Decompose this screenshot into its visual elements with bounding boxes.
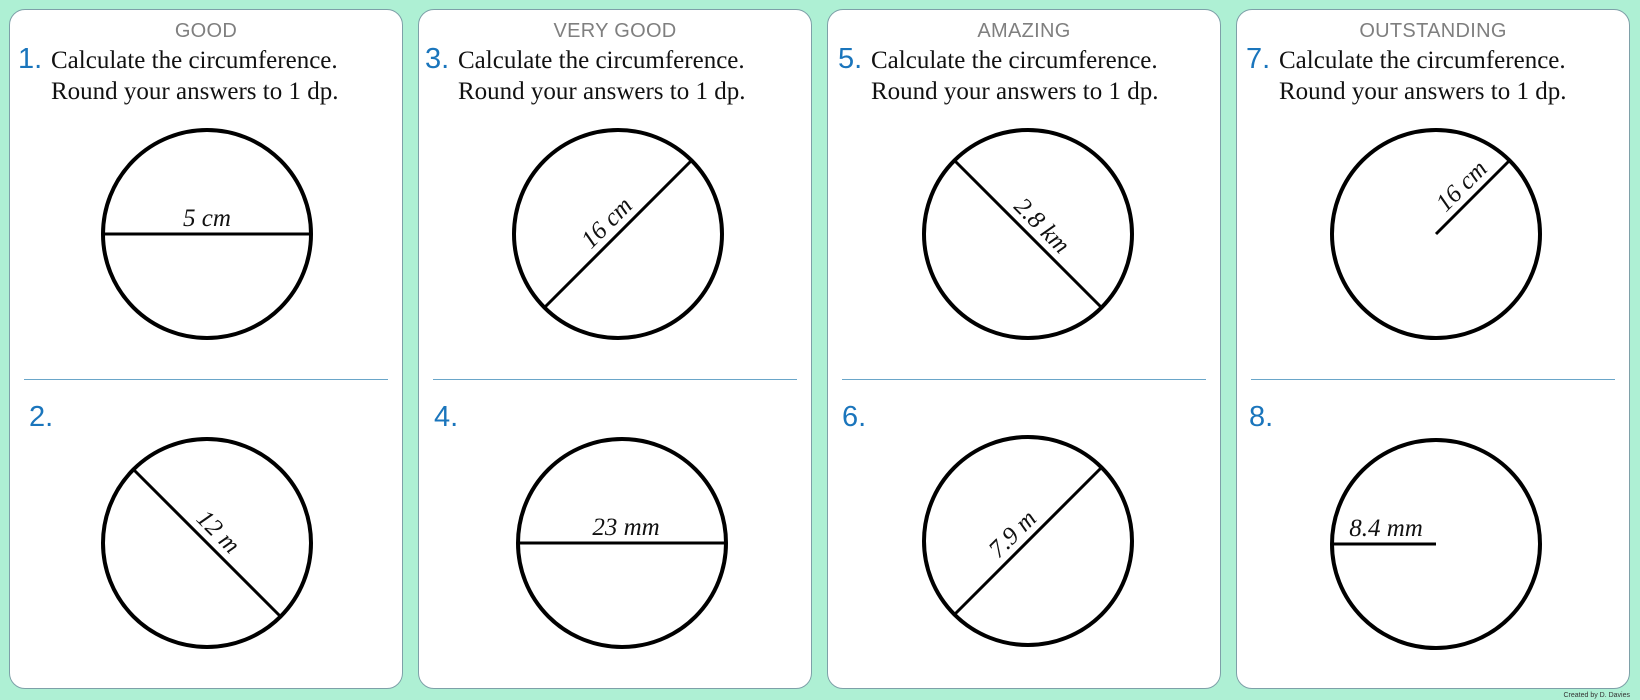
- measurement-label: 7.9 m: [983, 505, 1042, 564]
- question-number: 1.: [18, 43, 43, 75]
- instruction-line-2: Round your answers to 1 dp.: [51, 78, 339, 105]
- question-text: [51, 45, 338, 107]
- instruction-line-2: Round your answers to 1 dp.: [1279, 78, 1567, 105]
- circle-diagram: [908, 114, 1148, 354]
- divider: [1251, 379, 1615, 380]
- measurement-label: 12 m: [190, 505, 245, 560]
- question-text: [1279, 45, 1566, 107]
- question-text: [871, 45, 1158, 107]
- instruction-line-1: Calculate the circumference.: [51, 47, 338, 74]
- question-number: 2.: [29, 401, 54, 433]
- card-amazing: [827, 9, 1221, 689]
- instruction-line-1: Calculate the circumference.: [871, 47, 1158, 74]
- question-number: 8.: [1249, 401, 1274, 433]
- card-good: [9, 9, 403, 689]
- instruction-line-1: Calculate the circumference.: [1279, 47, 1566, 74]
- question-number: 3.: [425, 43, 450, 75]
- diameter-line: [955, 468, 1102, 615]
- divider: [433, 379, 797, 380]
- measurement-label: 2.8 km: [1008, 192, 1075, 259]
- question-number: 4.: [434, 401, 459, 433]
- instruction-line-2: Round your answers to 1 dp.: [871, 78, 1159, 105]
- measurement-label: 16 cm: [1430, 155, 1493, 218]
- card-very-good: [418, 9, 812, 689]
- circle-diagram: [87, 423, 327, 663]
- question-number: 6.: [842, 401, 867, 433]
- instruction-line-1: Calculate the circumference.: [458, 47, 745, 74]
- level-title: OUTSTANDING: [1359, 20, 1507, 42]
- card-outstanding: [1236, 9, 1630, 689]
- circle-diagram: [1316, 424, 1556, 664]
- question-number: 5.: [838, 43, 863, 75]
- diameter-line: [134, 470, 281, 617]
- circle-diagram: [498, 114, 738, 354]
- question-number: 7.: [1246, 43, 1271, 75]
- divider: [842, 379, 1206, 380]
- diameter-line: [545, 161, 692, 308]
- question-text: [458, 45, 745, 107]
- measurement-label: 8.4 mm: [1349, 515, 1423, 542]
- level-title: AMAZING: [977, 20, 1071, 42]
- circle-diagram: [87, 114, 327, 354]
- level-title: GOOD: [174, 20, 238, 42]
- circle-diagram: [502, 423, 742, 663]
- divider: [24, 379, 388, 380]
- measurement-label: 5 cm: [183, 205, 231, 232]
- circle-diagram: [1316, 114, 1556, 354]
- level-title: VERY GOOD: [553, 20, 677, 42]
- measurement-label: 23 mm: [592, 514, 660, 541]
- instruction-line-2: Round your answers to 1 dp.: [458, 78, 746, 105]
- measurement-label: 16 cm: [576, 192, 638, 254]
- diameter-line: [955, 161, 1102, 308]
- circle-diagram: [908, 421, 1148, 661]
- credit-text: Created by D. Davies: [1563, 692, 1630, 699]
